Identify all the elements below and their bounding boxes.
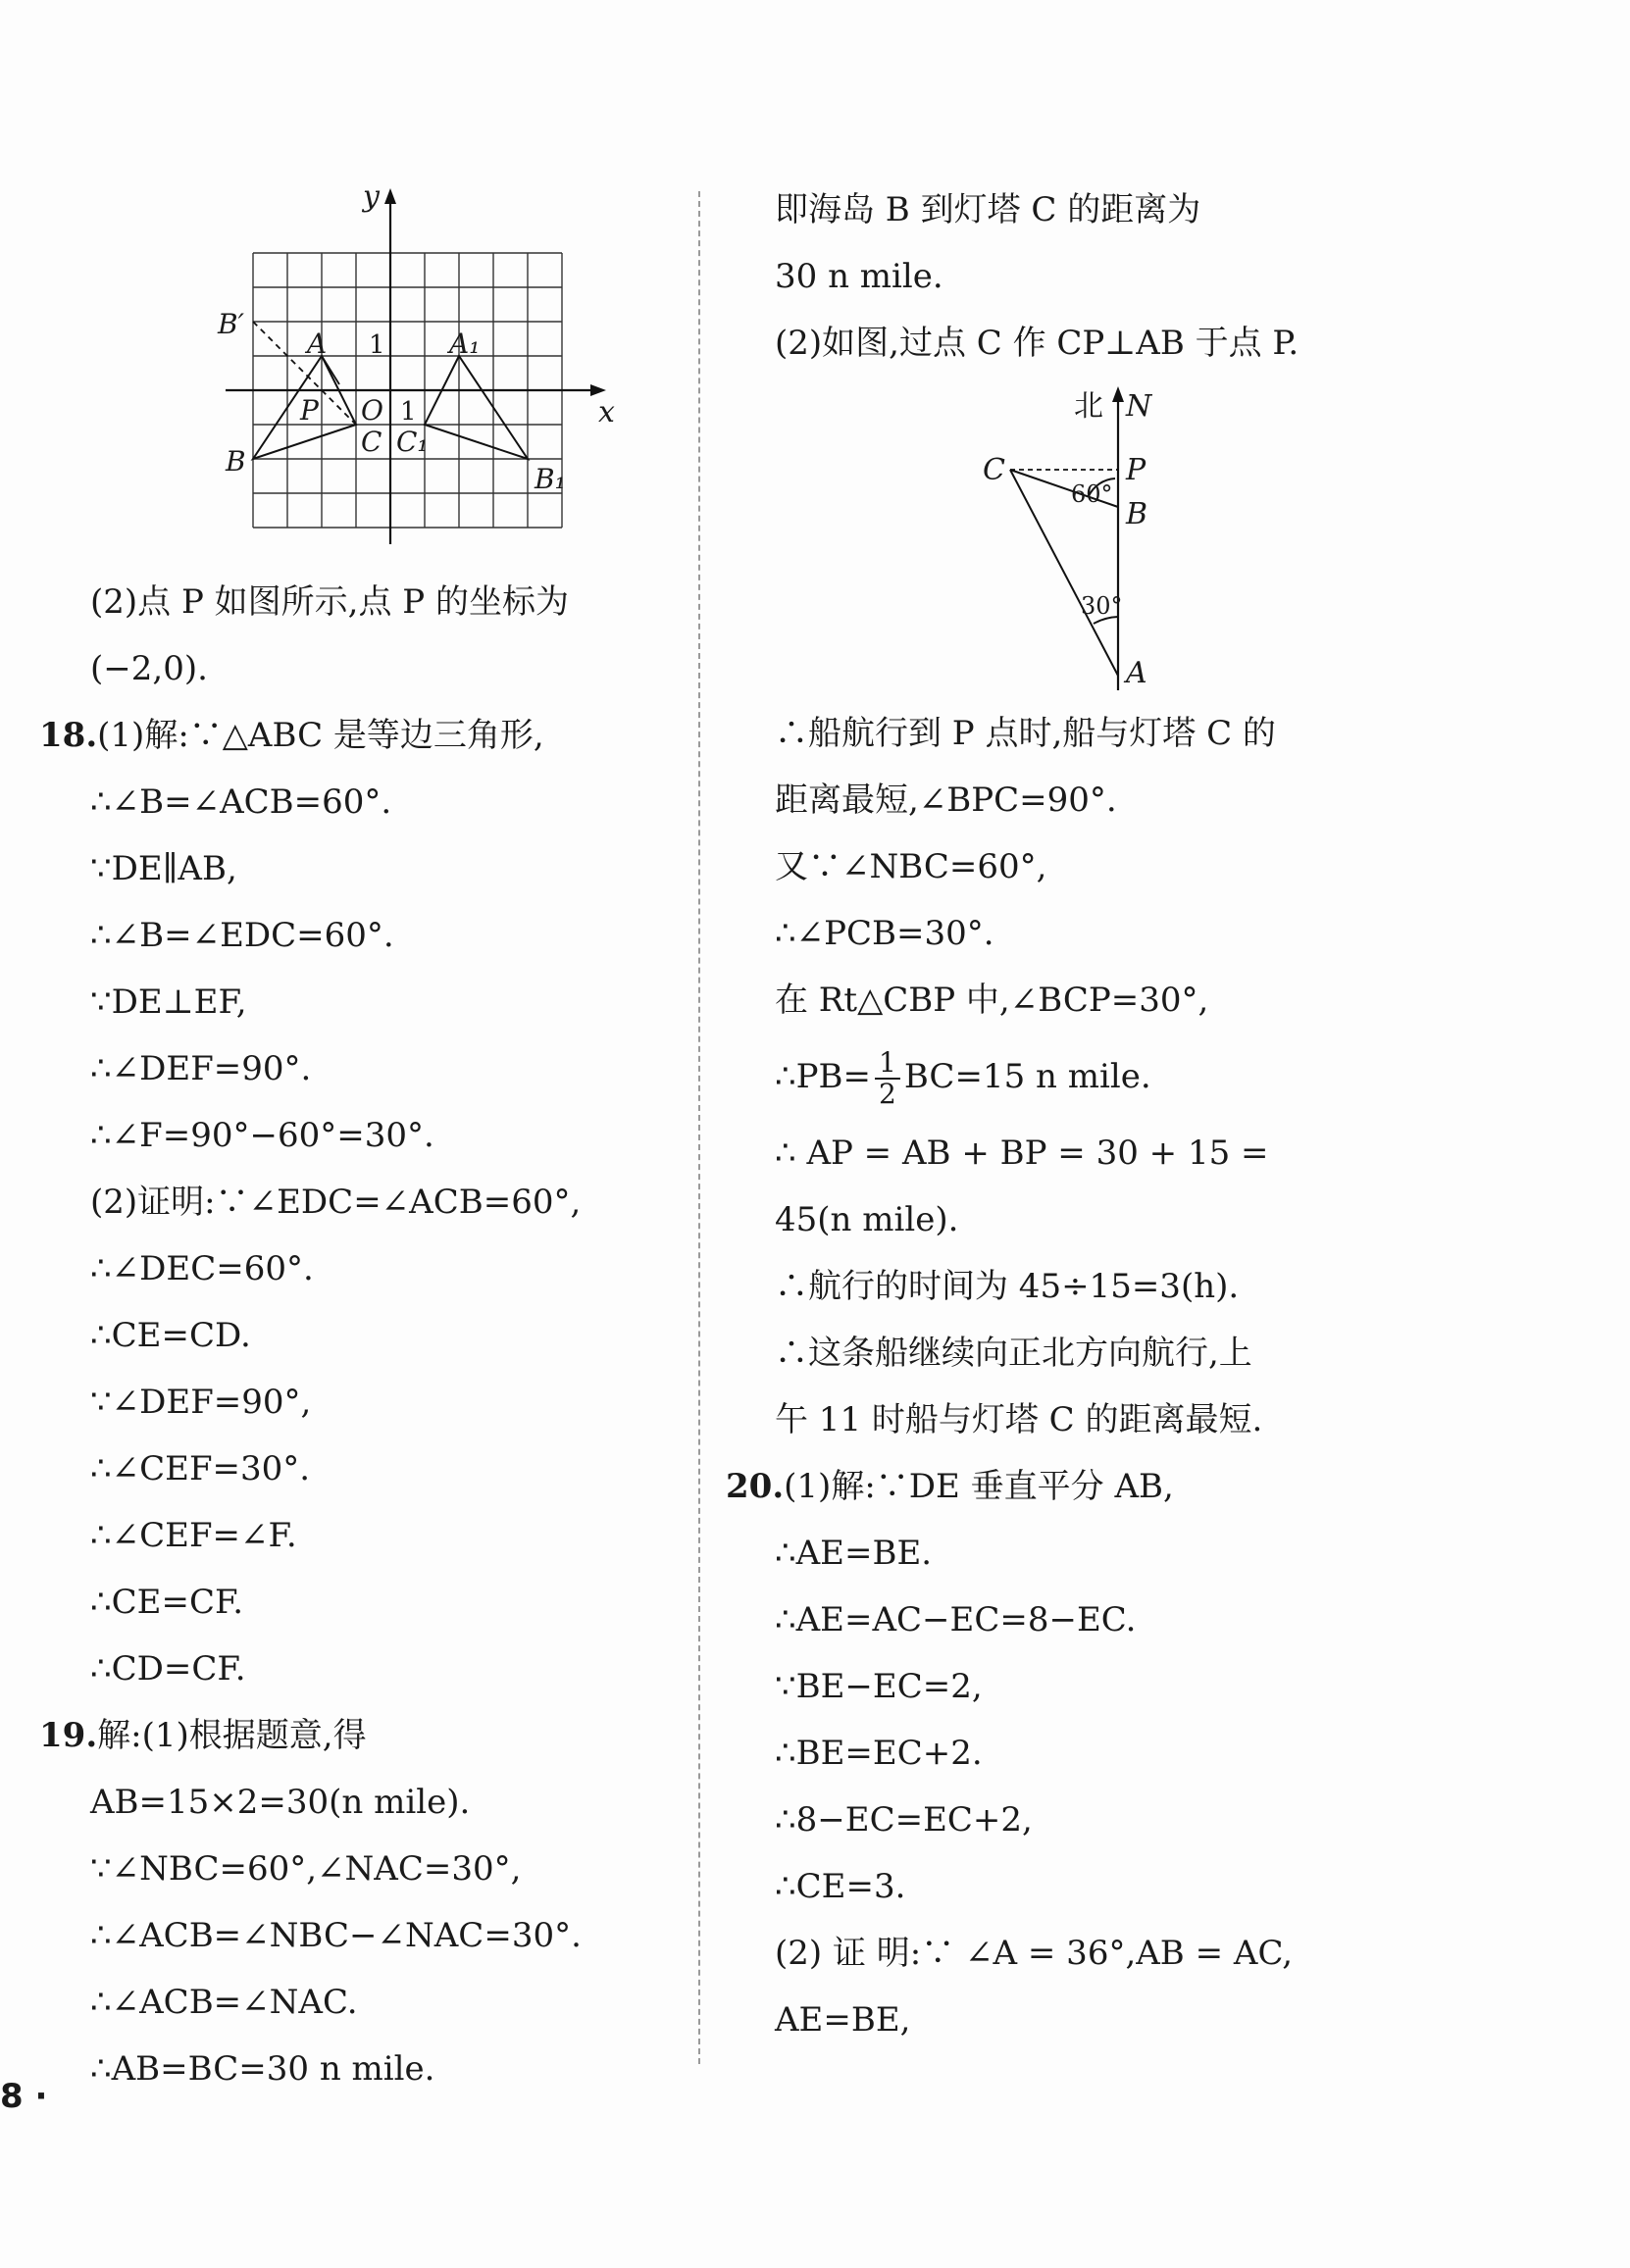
question-number: 19. [39,1716,98,1755]
fraction [875,1048,900,1109]
point-p-label: P [1126,453,1146,487]
point-b1-label: B₁ [535,463,566,495]
point-p-label: P [300,394,319,427]
n-label: N [1126,389,1152,424]
text-line: (2)如图,过点 C 作 CP⊥AB 于点 P. [775,324,1299,363]
right-column [726,176,1383,2053]
page-number: 8 · [0,2077,48,2116]
text-line: ∴AB=BC=30 n mile. [90,2049,435,2089]
text-line: (2) 证 明:∵ ∠A = 36°,AB = AC, [775,1934,1294,1973]
coordinate-grid-svg [167,176,657,569]
text-line: AB=15×2=30(n mile). [90,1783,471,1822]
text-line: ∴∠F=90°−60°=30°. [90,1116,434,1155]
text-line: ∴船航行到 P 点时,船与灯塔 C 的 [775,714,1276,753]
point-b-label: B [1126,497,1148,531]
point-c-label: C [983,453,1005,487]
point-a-label: A [307,328,328,360]
text-span: (1)解:∵DE 垂直平分 AB, [784,1467,1174,1506]
text-line: ∴∠ACB=∠NAC. [90,1983,358,2022]
text-line: ∴∠B=∠EDC=60°. [90,916,394,955]
text-span: BC=15 n mile. [903,1057,1151,1096]
text-line: 在 Rt△CBP 中,∠BCP=30°, [775,981,1209,1020]
question-20-line [726,1453,1383,1520]
text-line: ∵DE∥AB, [90,849,237,888]
text-line: 午 11 时船与灯塔 C 的距离最短. [775,1400,1263,1439]
text-line: (2)点 P 如图所示,点 P 的坐标为 [90,582,569,622]
text-line: ∴BE=EC+2. [775,1734,983,1773]
text-line: ∴∠DEF=90°. [90,1049,312,1088]
numerator: 1 [875,1048,900,1080]
text-line: ∴∠CEF=30°. [90,1449,311,1488]
text-line: ∵∠NBC=60°,∠NAC=30°, [90,1849,522,1889]
north-label: 北 [1074,389,1103,424]
text-line: ∴∠CEF=∠F. [90,1516,297,1555]
y-axis-label: y [363,179,380,214]
angle-60-label: 60° [1071,480,1113,508]
text-span: 解:(1)根据题意,得 [97,1716,367,1755]
text-line: ∴CE=3. [775,1867,906,1906]
fraction-line [775,1033,1383,1120]
text-line: ∴CE=CD. [90,1316,251,1355]
question-number: 20. [726,1467,785,1506]
text-line: 即海岛 B 到灯塔 C 的距离为 [775,190,1201,229]
y-unit-label: 1 [369,330,385,360]
point-a-label: A [1126,656,1147,690]
text-line: AE=BE, [775,2000,911,2040]
column-divider [698,191,700,2064]
text-line: 45(n mile). [775,1200,959,1239]
left-column [39,176,677,2102]
text-line: 距离最短,∠BPC=90°. [775,781,1117,820]
angle-30-label: 30° [1081,592,1123,620]
x-axis-label: x [598,395,615,429]
text-line: ∴∠PCB=30°. [775,914,994,953]
question-18-line [39,702,677,769]
text-span: (1)解:∵△ABC 是等边三角形, [97,716,544,755]
text-line: 30 n mile. [775,257,943,296]
text-line: ∴AE=AC−EC=8−EC. [775,1600,1137,1639]
point-a1-label: A₁ [449,328,481,360]
text-line: ∴CE=CF. [90,1583,244,1622]
point-b-label: B [226,445,246,478]
text-line: ∴∠DEC=60°. [90,1249,314,1288]
text-line: 又∵∠NBC=60°, [775,847,1047,886]
point-b-prime-label: B′ [218,308,244,340]
point-c1-label: C₁ [396,426,429,458]
navigation-svg [775,377,1383,700]
question-number: 18. [39,716,98,755]
text-span: ∴PB= [775,1057,871,1096]
text-line: ∴∠B=∠ACB=60°. [90,782,392,822]
text-line: ∴航行的时间为 45÷15=3(h). [775,1267,1240,1306]
text-line: ∴AE=BE. [775,1534,933,1573]
text-line: ∵∠DEF=90°, [90,1383,312,1422]
x-unit-label: 1 [400,397,417,427]
text-line: ∵BE−EC=2, [775,1667,983,1706]
question-19-line [39,1702,677,1769]
origin-label: O [361,394,383,427]
text-line: ∴8−EC=EC+2, [775,1800,1033,1840]
text-line: ∵DE⊥EF, [90,983,247,1022]
text-line: (2)证明:∵∠EDC=∠ACB=60°, [90,1183,582,1222]
denominator: 2 [878,1078,896,1110]
text-line: ∴CD=CF. [90,1649,246,1688]
text-line: ∴∠ACB=∠NBC−∠NAC=30°. [90,1916,582,1955]
point-c-label: C [361,426,382,458]
navigation-figure [775,377,1383,700]
coordinate-figure [167,176,677,569]
text-line: ∴这条船继续向正北方向航行,上 [775,1334,1252,1373]
text-line: (−2,0). [90,649,208,688]
text-line: ∴ AP = AB + BP = 30 + 15 = [775,1134,1269,1173]
